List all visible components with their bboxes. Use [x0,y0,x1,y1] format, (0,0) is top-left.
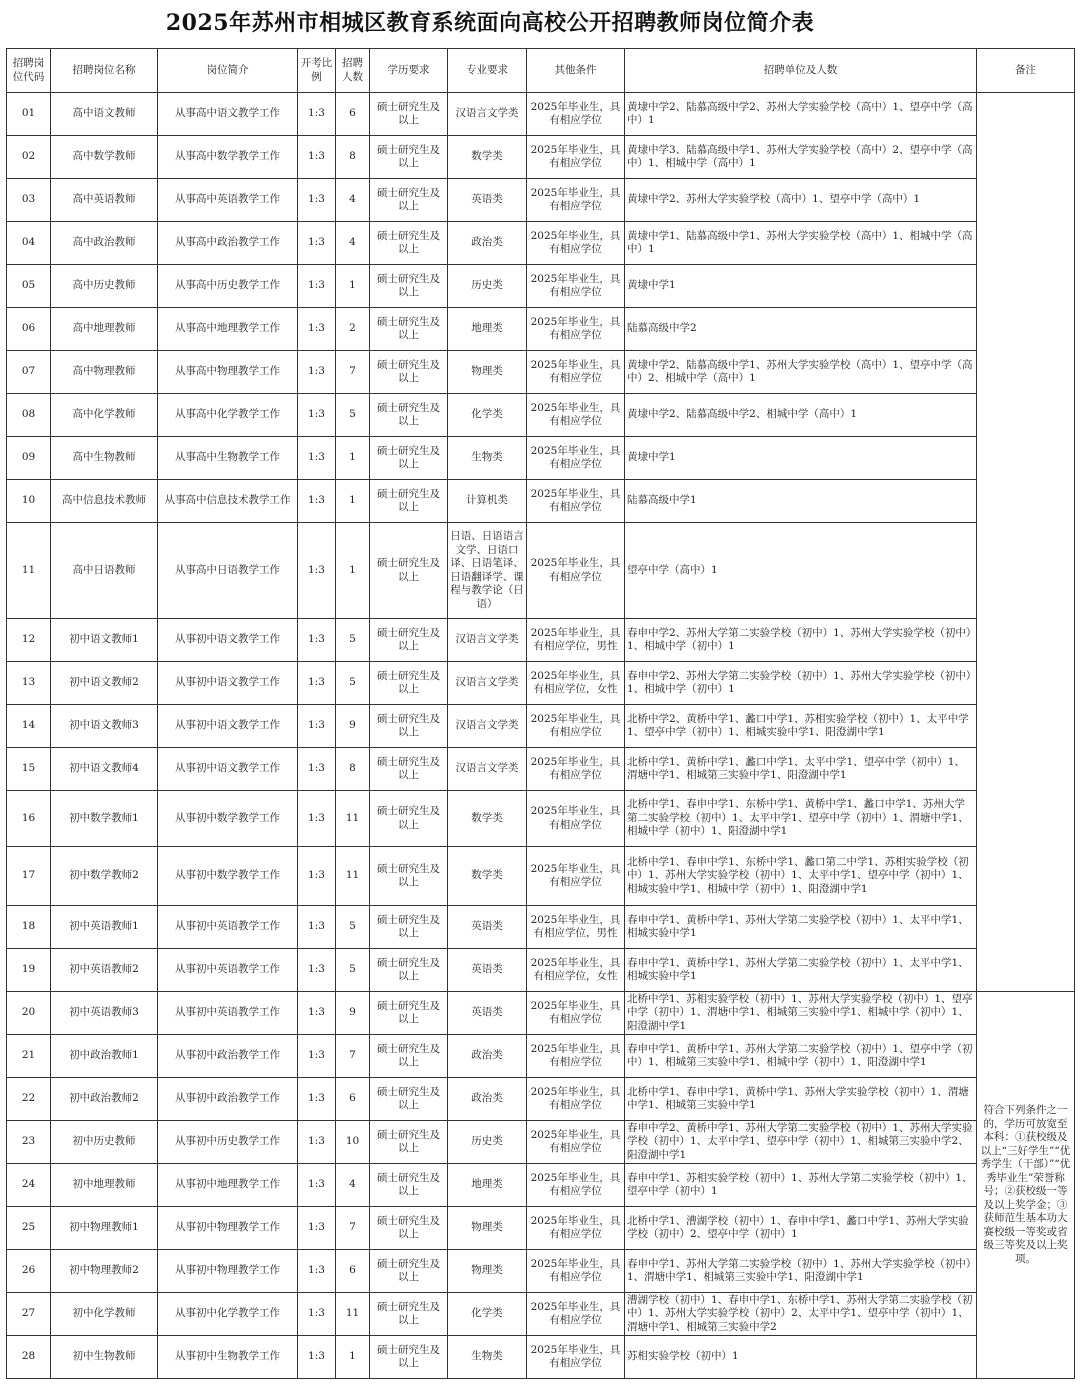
table-row [7,308,1075,351]
header-note: 备注 [977,49,1075,93]
cell-note: 符合下列条件之一的，学历可放宽至本科：①获校级及以上“三好学生”“优秀学生（干部）”“优秀毕业生”荣誉称号；②获校级一等及以上奖学金；③获师范生基本功大赛校级一等奖或省级三等奖及以上奖项。 [977,992,1075,1379]
cell-edu: 硕士研究生及以上 [370,179,448,222]
cell-name: 高中化学教师 [51,394,158,437]
cell-units: 北桥中学2、黄桥中学1、蠡口中学1、苏相实验学校（初中）1、太平中学1、望亭中学（初中）1、相城实验中学1、阳澄湖中学1 [625,705,977,748]
table-row [7,748,1075,791]
cell-desc: 从事高中数学教学工作 [158,136,298,179]
header-other: 其他条件 [527,49,625,93]
cell-desc: 从事高中语文教学工作 [158,93,298,136]
cell-name: 初中政治教师1 [51,1035,158,1078]
cell-name: 初中历史教师 [51,1121,158,1164]
cell-other: 2025年毕业生，具有相应学位 [527,93,625,136]
cell-edu: 硕士研究生及以上 [370,222,448,265]
cell-ratio: 1:3 [298,906,336,949]
cell-units: 苏相实验学校（初中）1 [625,1336,977,1379]
cell-count: 4 [336,179,370,222]
cell-code: 24 [7,1164,51,1207]
table-row [7,1121,1075,1164]
cell-desc: 从事初中化学教学工作 [158,1293,298,1336]
cell-code: 19 [7,949,51,992]
table-row [7,992,1075,1035]
cell-name: 高中物理教师 [51,351,158,394]
cell-desc: 从事初中语文教学工作 [158,619,298,662]
cell-name: 初中数学教师2 [51,847,158,906]
table-row [7,93,1075,136]
cell-name: 初中语文教师3 [51,705,158,748]
cell-units: 黄埭中学2、陆慕高级中学1、苏州大学实验学校（高中）1、望亭中学（高中）2、相城中学（高中）1 [625,351,977,394]
cell-other: 2025年毕业生，具有相应学位 [527,847,625,906]
cell-count: 1 [336,523,370,619]
cell-major: 生物类 [448,437,527,480]
cell-other: 2025年毕业生，具有相应学位 [527,222,625,265]
cell-code: 17 [7,847,51,906]
cell-code: 15 [7,748,51,791]
page-title: 2025年苏州市相城区教育系统面向高校公开招聘教师岗位简介表 [165,10,815,36]
cell-units: 黄埭中学1、陆慕高级中学1、苏州大学实验学校（高中）1、相城中学（高中）1 [625,222,977,265]
cell-desc: 从事初中政治教学工作 [158,1035,298,1078]
cell-edu: 硕士研究生及以上 [370,1207,448,1250]
cell-major: 政治类 [448,222,527,265]
cell-major: 生物类 [448,1336,527,1379]
cell-name: 初中物理教师1 [51,1207,158,1250]
header-units: 招聘单位及人数 [625,49,977,93]
cell-desc: 从事初中生物教学工作 [158,1336,298,1379]
cell-other: 2025年毕业生，具有相应学位 [527,136,625,179]
cell-other: 2025年毕业生，具有相应学位 [527,265,625,308]
cell-code: 23 [7,1121,51,1164]
cell-name: 高中日语教师 [51,523,158,619]
cell-major: 英语类 [448,949,527,992]
cell-edu: 硕士研究生及以上 [370,1164,448,1207]
cell-note-blank [977,93,1075,992]
header-row [7,49,1075,93]
table-row [7,1293,1075,1336]
cell-edu: 硕士研究生及以上 [370,906,448,949]
cell-ratio: 1:3 [298,265,336,308]
table-row [7,1164,1075,1207]
cell-desc: 从事初中英语教学工作 [158,992,298,1035]
cell-edu: 硕士研究生及以上 [370,662,448,705]
cell-edu: 硕士研究生及以上 [370,1121,448,1164]
cell-code: 09 [7,437,51,480]
cell-major: 地理类 [448,308,527,351]
table-row [7,179,1075,222]
cell-desc: 从事初中语文教学工作 [158,662,298,705]
cell-count: 6 [336,93,370,136]
cell-count: 7 [336,1035,370,1078]
cell-count: 5 [336,619,370,662]
cell-major: 计算机类 [448,480,527,523]
cell-desc: 从事初中物理教学工作 [158,1250,298,1293]
cell-edu: 硕士研究生及以上 [370,136,448,179]
cell-count: 6 [336,1250,370,1293]
cell-desc: 从事初中物理教学工作 [158,1207,298,1250]
cell-edu: 硕士研究生及以上 [370,748,448,791]
table-row [7,619,1075,662]
cell-name: 初中政治教师2 [51,1078,158,1121]
cell-count: 6 [336,1078,370,1121]
cell-code: 05 [7,265,51,308]
cell-edu: 硕士研究生及以上 [370,265,448,308]
cell-name: 高中地理教师 [51,308,158,351]
cell-edu: 硕士研究生及以上 [370,394,448,437]
cell-other: 2025年毕业生，具有相应学位 [527,992,625,1035]
cell-code: 04 [7,222,51,265]
cell-units: 北桥中学1、漕湖学校（初中）1、春申中学1、蠡口中学1、苏州大学实验学校（初中）2、望亭中学（初中）1 [625,1207,977,1250]
positions-table [6,48,1075,1379]
cell-ratio: 1:3 [298,1293,336,1336]
cell-name: 高中政治教师 [51,222,158,265]
cell-code: 06 [7,308,51,351]
cell-desc: 从事初中语文教学工作 [158,748,298,791]
cell-units: 望亭中学（高中）1 [625,523,977,619]
header-count: 招聘人数 [336,49,370,93]
cell-ratio: 1:3 [298,1207,336,1250]
cell-code: 25 [7,1207,51,1250]
cell-major: 地理类 [448,1164,527,1207]
cell-major: 英语类 [448,992,527,1035]
cell-ratio: 1:3 [298,1164,336,1207]
cell-desc: 从事初中政治教学工作 [158,1078,298,1121]
cell-edu: 硕士研究生及以上 [370,93,448,136]
cell-name: 初中生物教师 [51,1336,158,1379]
cell-ratio: 1:3 [298,523,336,619]
cell-desc: 从事初中数学教学工作 [158,847,298,906]
cell-desc: 从事初中数学教学工作 [158,791,298,847]
table-row [7,949,1075,992]
cell-edu: 硕士研究生及以上 [370,1078,448,1121]
cell-count: 8 [336,136,370,179]
cell-other: 2025年毕业生，具有相应学位 [527,351,625,394]
cell-ratio: 1:3 [298,992,336,1035]
cell-count: 7 [336,1207,370,1250]
cell-name: 初中语文教师2 [51,662,158,705]
cell-desc: 从事高中日语教学工作 [158,523,298,619]
cell-other: 2025年毕业生，具有相应学位，男性 [527,619,625,662]
cell-code: 20 [7,992,51,1035]
cell-code: 22 [7,1078,51,1121]
cell-major: 物理类 [448,351,527,394]
cell-other: 2025年毕业生，具有相应学位 [527,1293,625,1336]
cell-edu: 硕士研究生及以上 [370,1336,448,1379]
cell-count: 1 [336,480,370,523]
cell-other: 2025年毕业生，具有相应学位 [527,437,625,480]
cell-other: 2025年毕业生，具有相应学位 [527,748,625,791]
cell-other: 2025年毕业生，具有相应学位 [527,1336,625,1379]
table-row [7,1336,1075,1379]
cell-ratio: 1:3 [298,949,336,992]
cell-count: 11 [336,1293,370,1336]
cell-desc: 从事高中信息技术教学工作 [158,480,298,523]
cell-major: 汉语言文学类 [448,662,527,705]
cell-major: 政治类 [448,1078,527,1121]
cell-units: 漕湖学校（初中）1、春申中学1、东桥中学1、苏州大学第二实验学校（初中）1、苏州大学实验学校（初中）2、太平中学1、望亭中学（初中）1、渭塘中学1、相城第三实验中学2 [625,1293,977,1336]
cell-ratio: 1:3 [298,662,336,705]
cell-count: 10 [336,1121,370,1164]
cell-ratio: 1:3 [298,93,336,136]
cell-count: 1 [336,265,370,308]
cell-major: 历史类 [448,265,527,308]
cell-ratio: 1:3 [298,791,336,847]
cell-major: 汉语言文学类 [448,619,527,662]
cell-major: 汉语言文学类 [448,748,527,791]
cell-units: 黄埭中学2、苏州大学实验学校（高中）1、望亭中学（高中）1 [625,179,977,222]
cell-desc: 从事初中历史教学工作 [158,1121,298,1164]
cell-units: 春申中学1、黄桥中学1、苏州大学第二实验学校（初中）1、望亭中学（初中）1、相城第三实验中学1、相城中学（初中）1、阳澄湖中学1 [625,1035,977,1078]
cell-ratio: 1:3 [298,1121,336,1164]
cell-units: 春申中学1、苏州大学第二实验学校（初中）1、苏州大学实验学校（初中）1、渭塘中学1、相城第三实验中学1、阳澄湖中学1 [625,1250,977,1293]
header-code: 招聘岗位代码 [7,49,51,93]
cell-edu: 硕士研究生及以上 [370,308,448,351]
cell-name: 高中语文教师 [51,93,158,136]
header-edu: 学历要求 [370,49,448,93]
cell-name: 高中数学教师 [51,136,158,179]
header-ratio: 开考比例 [298,49,336,93]
cell-name: 初中英语教师2 [51,949,158,992]
cell-desc: 从事高中物理教学工作 [158,351,298,394]
cell-count: 9 [336,705,370,748]
cell-edu: 硕士研究生及以上 [370,1293,448,1336]
cell-count: 5 [336,949,370,992]
cell-count: 8 [336,748,370,791]
cell-count: 5 [336,394,370,437]
table-row [7,351,1075,394]
cell-count: 4 [336,222,370,265]
cell-major: 化学类 [448,394,527,437]
cell-ratio: 1:3 [298,1078,336,1121]
cell-major: 数学类 [448,791,527,847]
cell-desc: 从事高中生物教学工作 [158,437,298,480]
table-row [7,1207,1075,1250]
cell-code: 28 [7,1336,51,1379]
cell-units: 北桥中学1、春申中学1、东桥中学1、蠡口第二中学1、苏相实验学校（初中）1、苏州大学实验学校（初中）1、太平中学1、望亭中学（初中）1、相城实验中学1、相城中学（初中）1、阳澄湖中学1 [625,847,977,906]
cell-other: 2025年毕业生，具有相应学位 [527,480,625,523]
cell-desc: 从事高中化学教学工作 [158,394,298,437]
table-row [7,222,1075,265]
cell-edu: 硕士研究生及以上 [370,992,448,1035]
cell-ratio: 1:3 [298,1035,336,1078]
cell-edu: 硕士研究生及以上 [370,619,448,662]
cell-major: 物理类 [448,1207,527,1250]
cell-name: 初中语文教师1 [51,619,158,662]
cell-count: 1 [336,1336,370,1379]
cell-count: 5 [336,906,370,949]
cell-code: 02 [7,136,51,179]
table-row [7,480,1075,523]
cell-ratio: 1:3 [298,394,336,437]
cell-code: 27 [7,1293,51,1336]
cell-units: 北桥中学1、春申中学1、东桥中学1、黄桥中学1、蠡口中学1、苏州大学第二实验学校（初中）1、太平中学1、望亭中学（初中）1、渭塘中学1、相城中学（初中）1、阳澄湖中学1 [625,791,977,847]
cell-code: 01 [7,93,51,136]
table-row [7,437,1075,480]
cell-ratio: 1:3 [298,847,336,906]
cell-other: 2025年毕业生，具有相应学位，男性 [527,906,625,949]
cell-desc: 从事初中英语教学工作 [158,906,298,949]
cell-edu: 硕士研究生及以上 [370,847,448,906]
table-row [7,1035,1075,1078]
cell-units: 北桥中学1、春申中学1、黄桥中学1、苏州大学实验学校（初中）1、渭塘中学1、相城第三实验中学1 [625,1078,977,1121]
cell-ratio: 1:3 [298,1336,336,1379]
cell-ratio: 1:3 [298,437,336,480]
cell-count: 5 [336,662,370,705]
cell-name: 初中数学教师1 [51,791,158,847]
cell-edu: 硕士研究生及以上 [370,351,448,394]
cell-count: 1 [336,437,370,480]
cell-name: 初中英语教师3 [51,992,158,1035]
cell-name: 初中地理教师 [51,1164,158,1207]
cell-code: 12 [7,619,51,662]
cell-desc: 从事初中地理教学工作 [158,1164,298,1207]
cell-edu: 硕士研究生及以上 [370,437,448,480]
cell-count: 7 [336,351,370,394]
cell-ratio: 1:3 [298,351,336,394]
cell-major: 汉语言文学类 [448,93,527,136]
cell-edu: 硕士研究生及以上 [370,1250,448,1293]
cell-other: 2025年毕业生，具有相应学位 [527,1250,625,1293]
cell-edu: 硕士研究生及以上 [370,791,448,847]
cell-ratio: 1:3 [298,619,336,662]
cell-desc: 从事高中历史教学工作 [158,265,298,308]
cell-name: 初中英语教师1 [51,906,158,949]
cell-ratio: 1:3 [298,136,336,179]
cell-count: 11 [336,847,370,906]
cell-major: 日语、日语语言文学、日语口译、日语笔译、日语翻译学、课程与教学论（日语） [448,523,527,619]
cell-units: 春申中学1、黄桥中学1、苏州大学第二实验学校（初中）1、太平中学1、相城实验中学1 [625,949,977,992]
cell-units: 春申中学1、黄桥中学1、苏州大学第二实验学校（初中）1、太平中学1、相城实验中学1 [625,906,977,949]
cell-desc: 从事高中政治教学工作 [158,222,298,265]
cell-other: 2025年毕业生，具有相应学位，女性 [527,949,625,992]
cell-units: 黄埭中学1 [625,265,977,308]
cell-major: 数学类 [448,847,527,906]
cell-name: 高中生物教师 [51,437,158,480]
cell-units: 北桥中学1、黄桥中学1、蠡口中学1、太平中学1、望亭中学（初中）1、渭塘中学1、相城第三实验中学1、阳澄湖中学1 [625,748,977,791]
cell-count: 2 [336,308,370,351]
cell-code: 10 [7,480,51,523]
table-body [7,93,1075,1379]
cell-desc: 从事初中英语教学工作 [158,949,298,992]
cell-other: 2025年毕业生，具有相应学位 [527,394,625,437]
cell-major: 汉语言文学类 [448,705,527,748]
cell-major: 物理类 [448,1250,527,1293]
cell-name: 高中信息技术教师 [51,480,158,523]
cell-units: 春申中学2、苏州大学第二实验学校（初中）1、苏州大学实验学校（初中）1、相城中学（初中）1 [625,619,977,662]
cell-other: 2025年毕业生，具有相应学位 [527,791,625,847]
cell-ratio: 1:3 [298,308,336,351]
cell-units: 春申中学1、苏相实验学校（初中）1、苏州大学第二实验学校（初中）1、望亭中学（初中）1 [625,1164,977,1207]
header-major: 专业要求 [448,49,527,93]
table-row [7,1078,1075,1121]
cell-count: 9 [336,992,370,1035]
table-row [7,906,1075,949]
table-row [7,523,1075,619]
cell-ratio: 1:3 [298,1250,336,1293]
cell-units: 陆慕高级中学2 [625,308,977,351]
cell-major: 政治类 [448,1035,527,1078]
cell-units: 春申中学2、苏州大学第二实验学校（初中）1、苏州大学实验学校（初中）1、相城中学（初中）1 [625,662,977,705]
cell-major: 化学类 [448,1293,527,1336]
cell-other: 2025年毕业生，具有相应学位 [527,1121,625,1164]
cell-code: 21 [7,1035,51,1078]
table-row [7,662,1075,705]
cell-other: 2025年毕业生，具有相应学位 [527,179,625,222]
header-name: 招聘岗位名称 [51,49,158,93]
cell-major: 历史类 [448,1121,527,1164]
cell-name: 高中历史教师 [51,265,158,308]
cell-code: 08 [7,394,51,437]
table-row [7,136,1075,179]
cell-edu: 硕士研究生及以上 [370,523,448,619]
cell-name: 初中物理教师2 [51,1250,158,1293]
cell-code: 11 [7,523,51,619]
table-row [7,847,1075,906]
cell-edu: 硕士研究生及以上 [370,1035,448,1078]
cell-units: 陆慕高级中学1 [625,480,977,523]
cell-ratio: 1:3 [298,748,336,791]
cell-code: 13 [7,662,51,705]
cell-desc: 从事高中地理教学工作 [158,308,298,351]
cell-other: 2025年毕业生，具有相应学位 [527,1164,625,1207]
cell-code: 14 [7,705,51,748]
cell-major: 英语类 [448,179,527,222]
cell-count: 4 [336,1164,370,1207]
table-row [7,394,1075,437]
cell-desc: 从事高中英语教学工作 [158,179,298,222]
header-desc: 岗位简介 [158,49,298,93]
cell-code: 26 [7,1250,51,1293]
table-row [7,791,1075,847]
cell-edu: 硕士研究生及以上 [370,480,448,523]
cell-ratio: 1:3 [298,222,336,265]
cell-code: 16 [7,791,51,847]
cell-desc: 从事初中语文教学工作 [158,705,298,748]
cell-units: 黄埭中学2、陆慕高级中学2、相城中学（高中）1 [625,394,977,437]
table-row [7,1250,1075,1293]
table-row [7,705,1075,748]
cell-other: 2025年毕业生，具有相应学位，女性 [527,662,625,705]
cell-units: 黄埭中学2、陆慕高级中学2、苏州大学实验学校（高中）1、望亭中学（高中）1 [625,93,977,136]
cell-code: 18 [7,906,51,949]
table-row [7,265,1075,308]
cell-units: 黄埭中学1 [625,437,977,480]
cell-name: 初中化学教师 [51,1293,158,1336]
cell-name: 高中英语教师 [51,179,158,222]
cell-units: 北桥中学1、苏相实验学校（初中）1、苏州大学实验学校（初中）1、望亭中学（初中）1、渭塘中学1、相城第三实验中学1、相城中学（初中）1、阳澄湖中学1 [625,992,977,1035]
cell-major: 英语类 [448,906,527,949]
cell-code: 03 [7,179,51,222]
cell-units: 黄埭中学3、陆慕高级中学1、苏州大学实验学校（高中）2、望亭中学（高中）1、相城中学（高中）1 [625,136,977,179]
cell-ratio: 1:3 [298,705,336,748]
cell-ratio: 1:3 [298,179,336,222]
cell-ratio: 1:3 [298,480,336,523]
cell-edu: 硕士研究生及以上 [370,949,448,992]
cell-units: 春申中学2、黄桥中学1、苏州大学第二实验学校（初中）1、苏州大学实验学校（初中）1、太平中学1、望亭中学（初中）1、相城第三实验中学2、阳澄湖中学1 [625,1121,977,1164]
cell-other: 2025年毕业生，具有相应学位 [527,1207,625,1250]
cell-other: 2025年毕业生，具有相应学位 [527,308,625,351]
cell-edu: 硕士研究生及以上 [370,705,448,748]
cell-count: 11 [336,791,370,847]
cell-other: 2025年毕业生，具有相应学位 [527,1035,625,1078]
cell-other: 2025年毕业生，具有相应学位 [527,705,625,748]
cell-name: 初中语文教师4 [51,748,158,791]
cell-major: 数学类 [448,136,527,179]
cell-code: 07 [7,351,51,394]
cell-other: 2025年毕业生，具有相应学位 [527,523,625,619]
cell-other: 2025年毕业生，具有相应学位 [527,1078,625,1121]
